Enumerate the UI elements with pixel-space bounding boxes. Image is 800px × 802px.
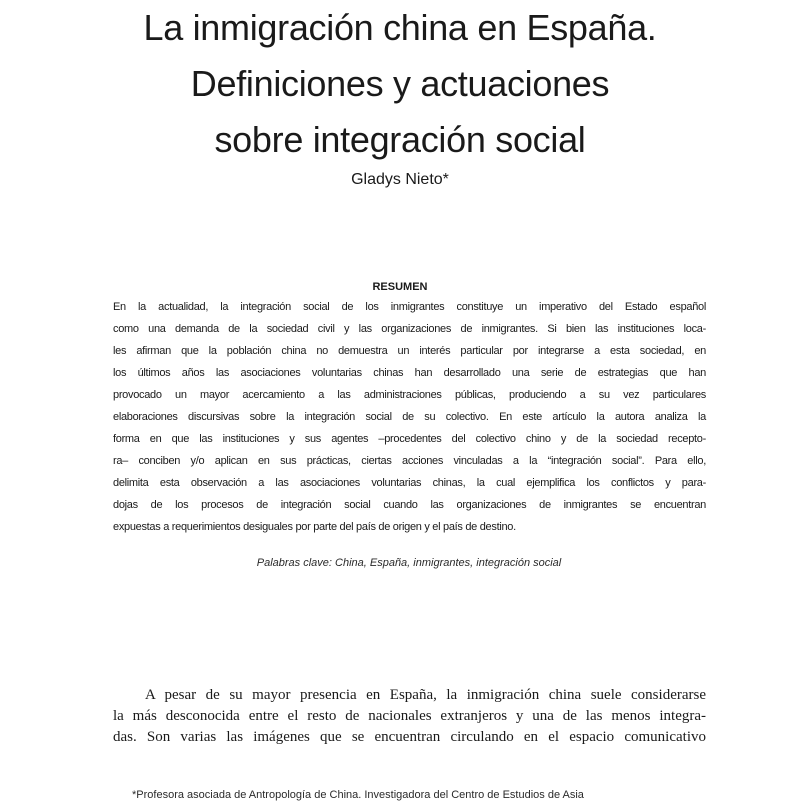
abstract-line: dojas de los procesos de integración social cuando las organizaciones de inmigrantes se encuentran: [113, 499, 706, 511]
title-line: sobre integración social: [214, 119, 586, 160]
abstract-line: En la actualidad, la integración social de los inmigrantes constituye un imperativo del Estado español: [113, 301, 706, 313]
author-name: Gladys Nieto*: [351, 171, 449, 188]
body-line: das. Son varias las imágenes que se encuentran circulando en el espacio comunicativo: [113, 729, 706, 745]
body-line: A pesar de su mayor presencia en España, la inmigración china suele considerarse: [145, 687, 706, 703]
title-line: La inmigración china en España.: [143, 7, 657, 48]
abstract-line: delimita esta observación a las asociaciones voluntarias chinas, la cual ejemplifica los conflictos y para-: [113, 477, 706, 489]
body-line: la más desconocida entre el resto de nacionales extranjeros y una de las menos integra-: [113, 708, 706, 724]
article-title: [60, 0, 740, 168]
abstract-line: como una demanda de la sociedad civil y las organizaciones de inmigrantes. Si bien las instituciones loca-: [113, 323, 706, 335]
abstract-text: [113, 296, 706, 538]
abstract-line: los últimos años las asociaciones voluntarias chinas han desarrollado una serie de estrategias que han: [113, 367, 706, 379]
body-paragraph: [113, 685, 706, 748]
keywords: Palabras clave: China, España, inmigrantes, integración social: [256, 557, 562, 569]
abstract-line: expuestas a requerimientos desiguales por parte del país de origen y el país de destino.: [113, 521, 516, 533]
abstract-line: les afirman que la población china no demuestra un interés particular por integrarse a esta sociedad, en: [113, 345, 706, 357]
abstract-line: ra– conciben y/o aplican en sus prácticas, ciertas acciones vinculadas a la “integración social”. Para ello,: [113, 455, 706, 467]
abstract-line: forma en que las instituciones y sus agentes –procedentes del colectivo chino y de la sociedad recepto-: [113, 433, 706, 445]
title-line: Definiciones y actuaciones: [190, 63, 610, 104]
abstract-line: provocado un mayor acercamiento a las administraciones públicas, produciendo a su vez particulares: [113, 389, 706, 401]
abstract-line: elaboraciones discursivas sobre la integración social de su colectivo. En este artículo la autora analiza la: [113, 411, 706, 423]
abstract-heading: RESUMEN: [372, 281, 428, 293]
footnote: *Profesora asociada de Antropología de China. Investigadora del Centro de Estudios de Asia: [132, 789, 584, 801]
